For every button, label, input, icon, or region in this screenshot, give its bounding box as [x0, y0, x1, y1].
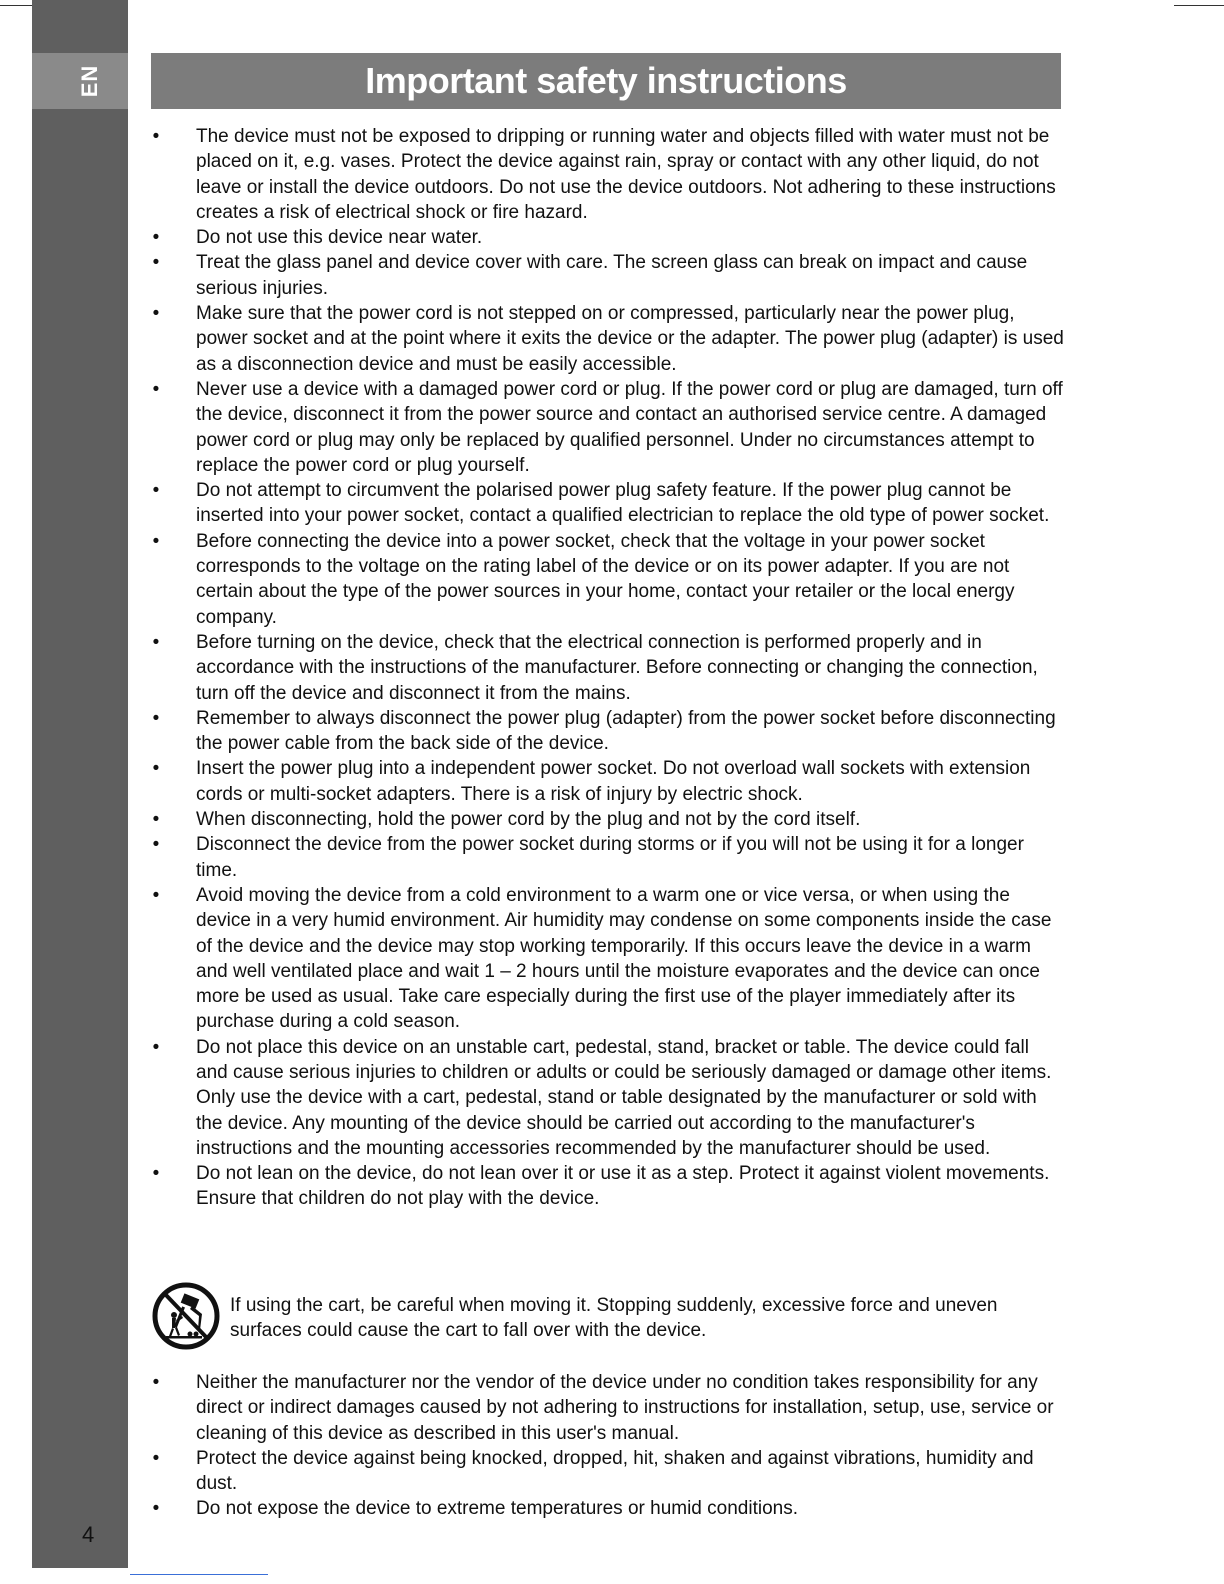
list-item — [146, 124, 1064, 225]
bullet: • — [152, 1036, 160, 1058]
bullet: • — [152, 884, 160, 906]
bullet: • — [152, 758, 160, 780]
list-item-text: Avoid moving the device from a cold environment to a warm one or vice versa, or when using the device in a very humid environment. Air humidity may condense on some components inside the case of the device and the device may stop working temporarily. If this occurs leave the device in a warm and well ventilated place and wait 1 – 2 hours until the moisture evaporates and the device can once more be used as usual. Take care especially during the first use of the player immediately after its purchase during a cold season. — [196, 884, 1052, 1033]
bullet: • — [152, 1498, 160, 1520]
list-item-text: When disconnecting, hold the power cord by the plug and not by the cord itself. — [196, 809, 861, 831]
bullet: • — [152, 1372, 160, 1393]
page-title: Important safety instructions — [365, 60, 847, 101]
language-label: EN — [77, 64, 102, 98]
list-item-text: Do not expose the device to extreme temperatures or humid conditions. — [196, 1498, 798, 1520]
list-item-text: Before connecting the device into a power socket, check that the voltage in your power socket corresponds to the voltage on the rating label of the device or on its power adapter. If you are not certain about the type of the power sources in your home, contact your retailer or the local energy company. — [196, 530, 1015, 628]
list-item-text: Do not place this device on an unstable cart, pedestal, stand, bracket or table. The device could fall and cause serious injuries to children or adults or could be seriously damaged or damage other items. Only use the device with a cart, pedestal, stand or table designated by the manufacturer or sold with the device. Any mounting of the device should be carried out according to the manufacturer's instructions and the mounting accessories recommended by the manufacturer should be used. — [196, 1036, 1052, 1159]
bullet: • — [152, 252, 160, 274]
safety-instructions-list-continued — [146, 1370, 1064, 1522]
bullet: • — [152, 631, 160, 653]
list-item — [146, 1496, 1064, 1521]
list-item-text: Disconnect the device from the power socket during storms or if you will not be using it for a longer time. — [196, 834, 1024, 881]
list-item — [146, 529, 1064, 630]
list-item — [146, 1161, 1064, 1212]
bullet: • — [152, 530, 160, 552]
sidebar — [32, 0, 128, 1568]
bullet: • — [152, 707, 160, 729]
cart-tip-over-warning-icon — [152, 1282, 220, 1350]
cart-warning — [151, 1282, 1061, 1352]
bullet: • — [152, 378, 160, 400]
list-item — [146, 301, 1064, 377]
bottom-rule — [130, 1574, 268, 1575]
bullet: • — [152, 227, 160, 249]
list-item — [146, 756, 1064, 807]
list-item — [146, 807, 1064, 832]
list-item-text: Protect the device against being knocked, dropped, hit, shaken and against vibrations, humidity and dust. — [196, 1447, 1034, 1495]
list-item — [146, 478, 1064, 529]
page-number: 4 — [82, 1522, 95, 1547]
bullet: • — [152, 126, 160, 147]
list-item-text: Treat the glass panel and device cover with care. The screen glass can break on impact and cause serious injuries. — [196, 252, 1028, 299]
list-item-text: Do not attempt to circumvent the polarised power plug safety feature. If the power plug cannot be inserted into your power socket, contact a qualified electrician to replace the old type of power socket. — [196, 480, 1050, 527]
cart-warning-text: If using the cart, be careful when moving it. Stopping suddenly, excessive force and uneven surfaces could cause the cart to fall over with the device. — [230, 1295, 998, 1342]
bullet: • — [152, 303, 160, 325]
list-item — [146, 630, 1064, 706]
list-item-text: Neither the manufacturer nor the vendor of the device under no condition takes responsibility for any direct or indirect damages caused by not adhering to instructions for installation, setup, use, service or cleaning of this device as described in this user's manual. — [196, 1372, 1054, 1444]
bullet: • — [152, 834, 160, 856]
list-item-text: The device must not be exposed to dripping or running water and objects filled with water must not be placed on it, e.g. vases. Protect the device against rain, spray or contact with any other liquid, do not leave or install the device outdoors. Do not use the device outdoors. Not adhering to these instructions creates a risk of electrical shock or fire hazard. — [196, 126, 1056, 223]
crop-mark-top-left — [0, 5, 36, 6]
list-item-text: Do not use this device near water. — [196, 227, 483, 249]
list-item-text: Make sure that the power cord is not stepped on or compressed, particularly near the power plug, power socket and at the point where it exits the device or the adapter. The power plug (adapter) is used as a disconnection device and must be easily accessible. — [196, 303, 1064, 375]
list-item — [146, 832, 1064, 883]
list-item — [146, 883, 1064, 1035]
header-bar — [151, 53, 1061, 109]
list-item-text: Do not lean on the device, do not lean over it or use it as a step. Protect it against violent movements. Ensure that children do not play with the device. — [196, 1163, 1050, 1210]
bullet: • — [152, 1163, 160, 1185]
list-item — [146, 1035, 1064, 1161]
list-item — [146, 1370, 1064, 1446]
list-item-text: Before turning on the device, check that the electrical connection is performed properly and in accordance with the instructions of the manufacturer. Before connecting or changing the connection, turn off the device and disconnect it from the mains. — [196, 631, 1038, 704]
list-item — [146, 1446, 1064, 1497]
list-item-text: Never use a device with a damaged power cord or plug. If the power cord or plug are damaged, turn off the device, disconnect it from the power source and contact an authorised service centre. A damaged power cord or plug may only be replaced by qualified personnel. Under no circumstances attempt to replace the power cord or plug yourself. — [196, 378, 1063, 476]
bullet: • — [152, 809, 160, 831]
bullet: • — [152, 480, 160, 502]
list-item — [146, 225, 1064, 250]
list-item — [146, 250, 1064, 301]
list-item — [146, 706, 1064, 757]
safety-instructions-list — [146, 124, 1064, 1212]
list-item-text: Remember to always disconnect the power plug (adapter) from the power socket before disconnecting the power cable from the back side of the device. — [196, 707, 1056, 755]
crop-mark-top-right — [1174, 5, 1224, 6]
list-item-text: Insert the power plug into a independent power socket. Do not overload wall sockets with extension cords or multi-socket adapters. There is a risk of injury by electric shock. — [196, 758, 1031, 805]
list-item — [146, 377, 1064, 478]
bullet: • — [152, 1447, 160, 1469]
